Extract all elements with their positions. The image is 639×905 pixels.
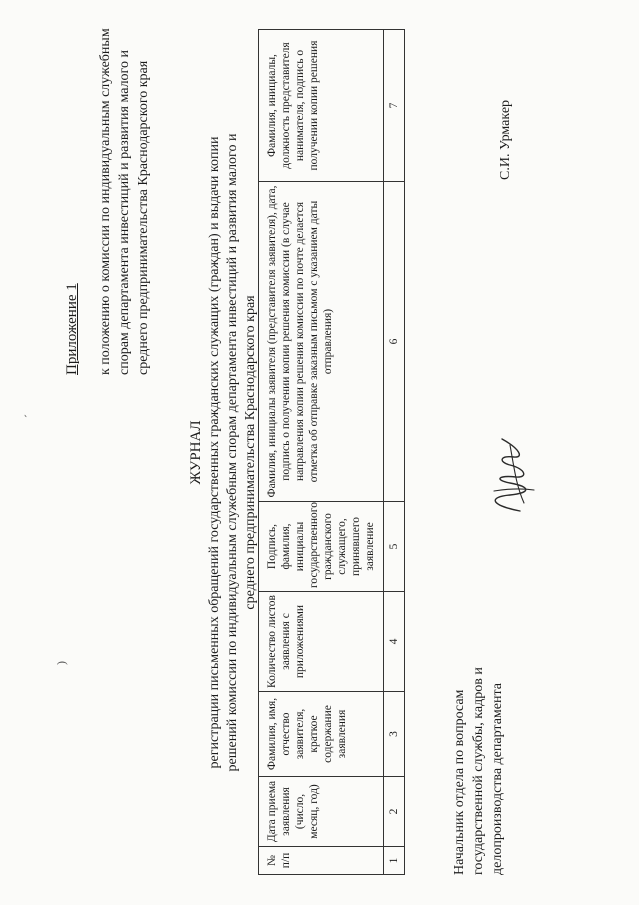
annex-text: к положению о комиссии по индивидуальным служебным спорам департамента инвестиций и развития малого и среднего предпринимательства Краснодарского края [98,28,151,375]
table-number-cell: 4 [384,592,405,692]
official-position [450,620,507,875]
journal-subtitle: регистрации письменных обращений государственных гражданских служащих (граждан) и выдачи копии решений комиссии по индивидуальным служебным спорам департамента инвестиций и развития малого и среднего предпринимательства Краснодарского края [207,133,258,772]
journal-table [258,29,405,875]
official-position-text: Начальник отдела по вопросам государственной службы, кадров и делопроизводства департамента [452,667,505,875]
table-header-cell: Количество листов заявления с приложениями [259,592,384,692]
scan-mark: ) [54,661,68,665]
table-number-cell: 1 [384,847,405,875]
signer-name: С.И. Урмакер [498,99,513,180]
annex-title: Приложение 1 [64,283,80,375]
table-header-cell: Подпись, фамилия, инициалы государственного гражданского служащего, принявшего заявление [259,502,384,592]
scan-mark: ´ [22,414,36,418]
table-number-cell: 5 [384,502,405,592]
table-number-cell: 7 [384,30,405,182]
table-number-row [384,30,405,875]
table-number-cell: 6 [384,182,405,502]
table-header-cell: Фамилия, инициалы заявителя (представителя заявителя), дата, подпись о получении копии решения комиссии (в случае направления копии решения комиссии по почте делается отметка об отправке заказным письмом с указанием даты отправления) [259,182,384,502]
table-header-cell: Дата приема заявления (число, месяц, год) [259,777,384,847]
table-number-cell: 3 [384,692,405,777]
table-number-cell: 2 [384,777,405,847]
table-header-row [259,30,384,875]
journal-title: ЖУРНАЛ [188,420,204,485]
table-header-cell: Фамилия, имя, отчество заявителя, краткое содержание заявления [259,692,384,777]
handwritten-signature [480,435,540,515]
table-header-cell: Фамилия, инициалы, должность представителя нанимателя, подпись о получении копии решения [259,30,384,182]
table-header-cell: № п/п [259,847,384,875]
